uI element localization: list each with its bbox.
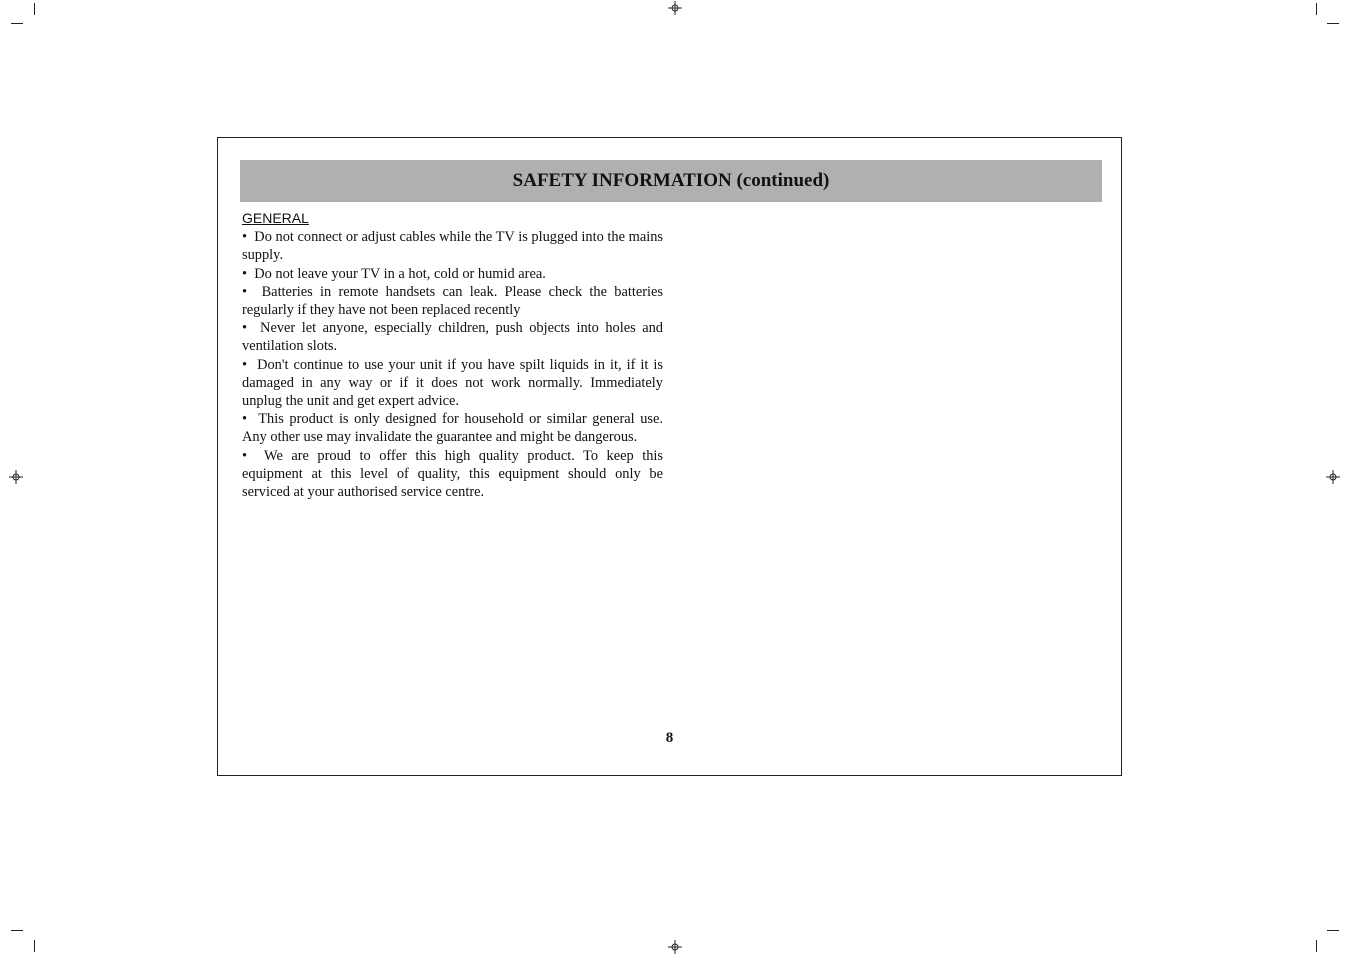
- registration-mark-icon: [1326, 470, 1340, 484]
- page-number: 8: [665, 730, 674, 746]
- crop-mark: [1316, 3, 1317, 15]
- registration-mark-icon: [9, 470, 23, 484]
- list-item: • Do not connect or adjust cables while the TV is plugged into the mains supply.: [242, 228, 663, 264]
- list-item: • Never let anyone, especially children, push objects into holes and ventilation slots.: [242, 319, 663, 355]
- crop-mark: [34, 3, 35, 15]
- crop-mark: [1327, 23, 1339, 24]
- title-bar: [240, 160, 1102, 202]
- registration-mark-icon: [668, 940, 682, 954]
- crop-mark: [1327, 930, 1339, 931]
- crop-mark: [11, 930, 23, 931]
- list-item: • Batteries in remote handsets can leak. Please check the batteries regularly if they have not been replaced recently: [242, 283, 663, 319]
- crop-mark: [34, 940, 35, 952]
- section-heading: GENERAL: [242, 210, 309, 226]
- list-item: • Don't continue to use your unit if you have spilt liquids in it, if it is damaged in any way or if it does not work normally. Immediately unplug the unit and get expert advice.: [242, 356, 663, 411]
- crop-mark: [1316, 940, 1317, 952]
- list-item: • Do not leave your TV in a hot, cold or humid area.: [242, 265, 663, 283]
- list-item: • This product is only designed for household or similar general use. Any other use may invalidate the guarantee and might be dangerous.: [242, 410, 663, 446]
- page-frame: [217, 137, 1122, 776]
- page-title: SAFETY INFORMATION (continued): [512, 170, 830, 191]
- safety-list: [242, 228, 663, 501]
- crop-mark: [11, 23, 23, 24]
- general-section: [242, 209, 663, 501]
- list-item: • We are proud to offer this high quality product. To keep this equipment at this level of quality, this equipment should only be serviced at your authorised service centre.: [242, 447, 663, 502]
- registration-mark-icon: [668, 1, 682, 15]
